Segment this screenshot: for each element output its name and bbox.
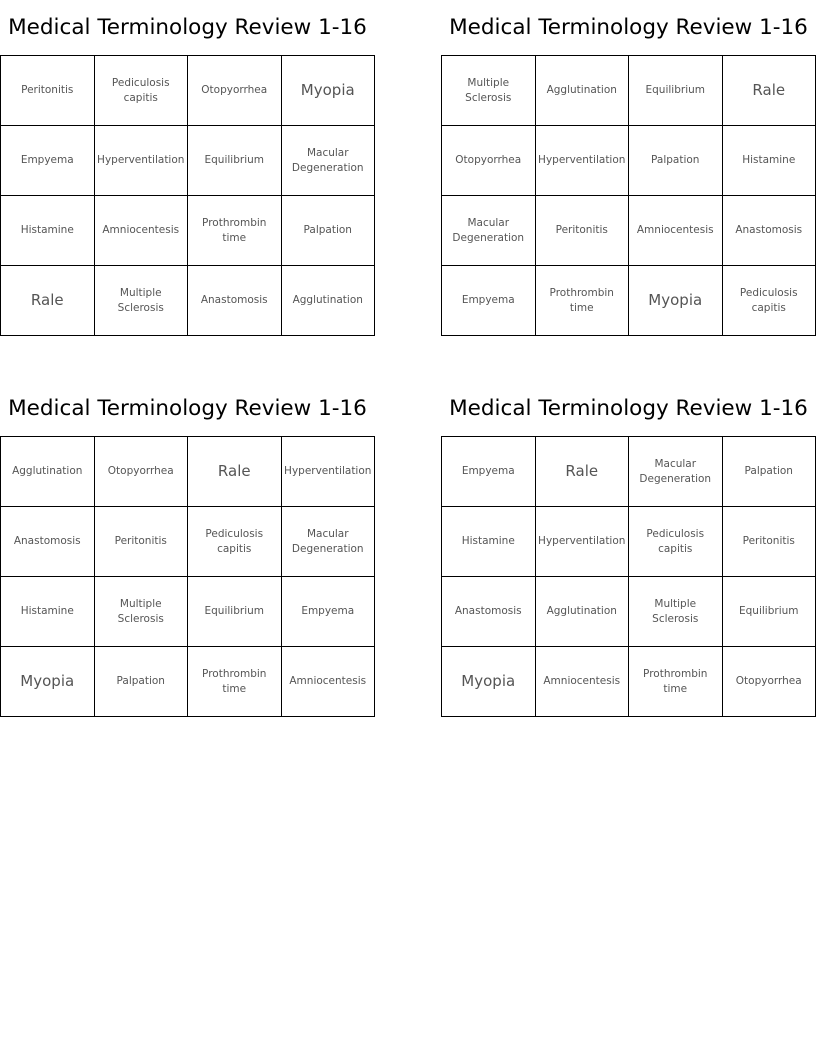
grid-cell: Histamine [1,196,95,266]
grid-cell: Hyperventilation [282,437,376,507]
grid-cell: Pediculosis capitis [629,507,723,577]
grid-cell: Amniocentesis [536,647,630,717]
grid-cell: Rale [723,56,816,126]
bingo-grid [0,55,375,336]
grid-cell: Agglutination [536,56,630,126]
grid-cell: Equilibrium [723,577,816,647]
grid-cell: Palpation [282,196,376,266]
grid-cell: Equilibrium [188,126,282,196]
grid-cell: Otopyorrhea [723,647,816,717]
grid-cell: Histamine [442,507,536,577]
grid-cell: Myopia [1,647,95,717]
grid-cell: Pediculosis capitis [95,56,189,126]
grid-cell: Rale [536,437,630,507]
grid-cell: Empyema [442,437,536,507]
card-title: Medical Terminology Review 1-16 [8,15,367,40]
bingo-grid [441,436,816,717]
card-title: Medical Terminology Review 1-16 [449,15,808,40]
grid-cell: Macular Degeneration [629,437,723,507]
grid-cell: Palpation [723,437,816,507]
grid-cell: Macular Degeneration [282,507,376,577]
grid-cell: Amniocentesis [629,196,723,266]
grid-cell: Otopyorrhea [188,56,282,126]
grid-cell: Pediculosis capitis [723,266,816,336]
grid-cell: Palpation [95,647,189,717]
grid-cell: Pediculosis capitis [188,507,282,577]
grid-cell: Empyema [282,577,376,647]
grid-cell: Anastomosis [442,577,536,647]
grid-cell: Otopyorrhea [442,126,536,196]
grid-cell: Myopia [282,56,376,126]
grid-cell: Empyema [1,126,95,196]
grid-cell: Multiple Sclerosis [95,266,189,336]
card-title: Medical Terminology Review 1-16 [449,396,808,421]
grid-cell: Histamine [1,577,95,647]
grid-cell: Palpation [629,126,723,196]
grid-cell: Peritonitis [536,196,630,266]
grid-cell: Myopia [442,647,536,717]
grid-cell: Anastomosis [723,196,816,266]
grid-cell: Agglutination [1,437,95,507]
grid-cell: Prothrombin time [629,647,723,717]
grid-cell: Prothrombin time [188,647,282,717]
grid-cell: Multiple Sclerosis [442,56,536,126]
grid-cell: Otopyorrhea [95,437,189,507]
bingo-grid [441,55,816,336]
grid-cell: Prothrombin time [188,196,282,266]
grid-cell: Myopia [629,266,723,336]
grid-cell: Multiple Sclerosis [629,577,723,647]
grid-cell: Amniocentesis [282,647,376,717]
grid-cell: Agglutination [536,577,630,647]
grid-cell: Hyperventilation [95,126,189,196]
grid-cell: Equilibrium [629,56,723,126]
grid-cell: Hyperventilation [536,126,630,196]
grid-cell: Prothrombin time [536,266,630,336]
grid-cell: Agglutination [282,266,376,336]
bingo-grid [0,436,375,717]
grid-cell: Empyema [442,266,536,336]
grid-cell: Peritonitis [1,56,95,126]
grid-cell: Macular Degeneration [282,126,376,196]
grid-cell: Multiple Sclerosis [95,577,189,647]
grid-cell: Equilibrium [188,577,282,647]
grid-cell: Rale [1,266,95,336]
grid-cell: Anastomosis [188,266,282,336]
grid-cell: Histamine [723,126,816,196]
grid-cell: Anastomosis [1,507,95,577]
grid-cell: Amniocentesis [95,196,189,266]
grid-cell: Rale [188,437,282,507]
grid-cell: Macular Degeneration [442,196,536,266]
card-title: Medical Terminology Review 1-16 [8,396,367,421]
grid-cell: Peritonitis [95,507,189,577]
grid-cell: Hyperventilation [536,507,630,577]
grid-cell: Peritonitis [723,507,816,577]
